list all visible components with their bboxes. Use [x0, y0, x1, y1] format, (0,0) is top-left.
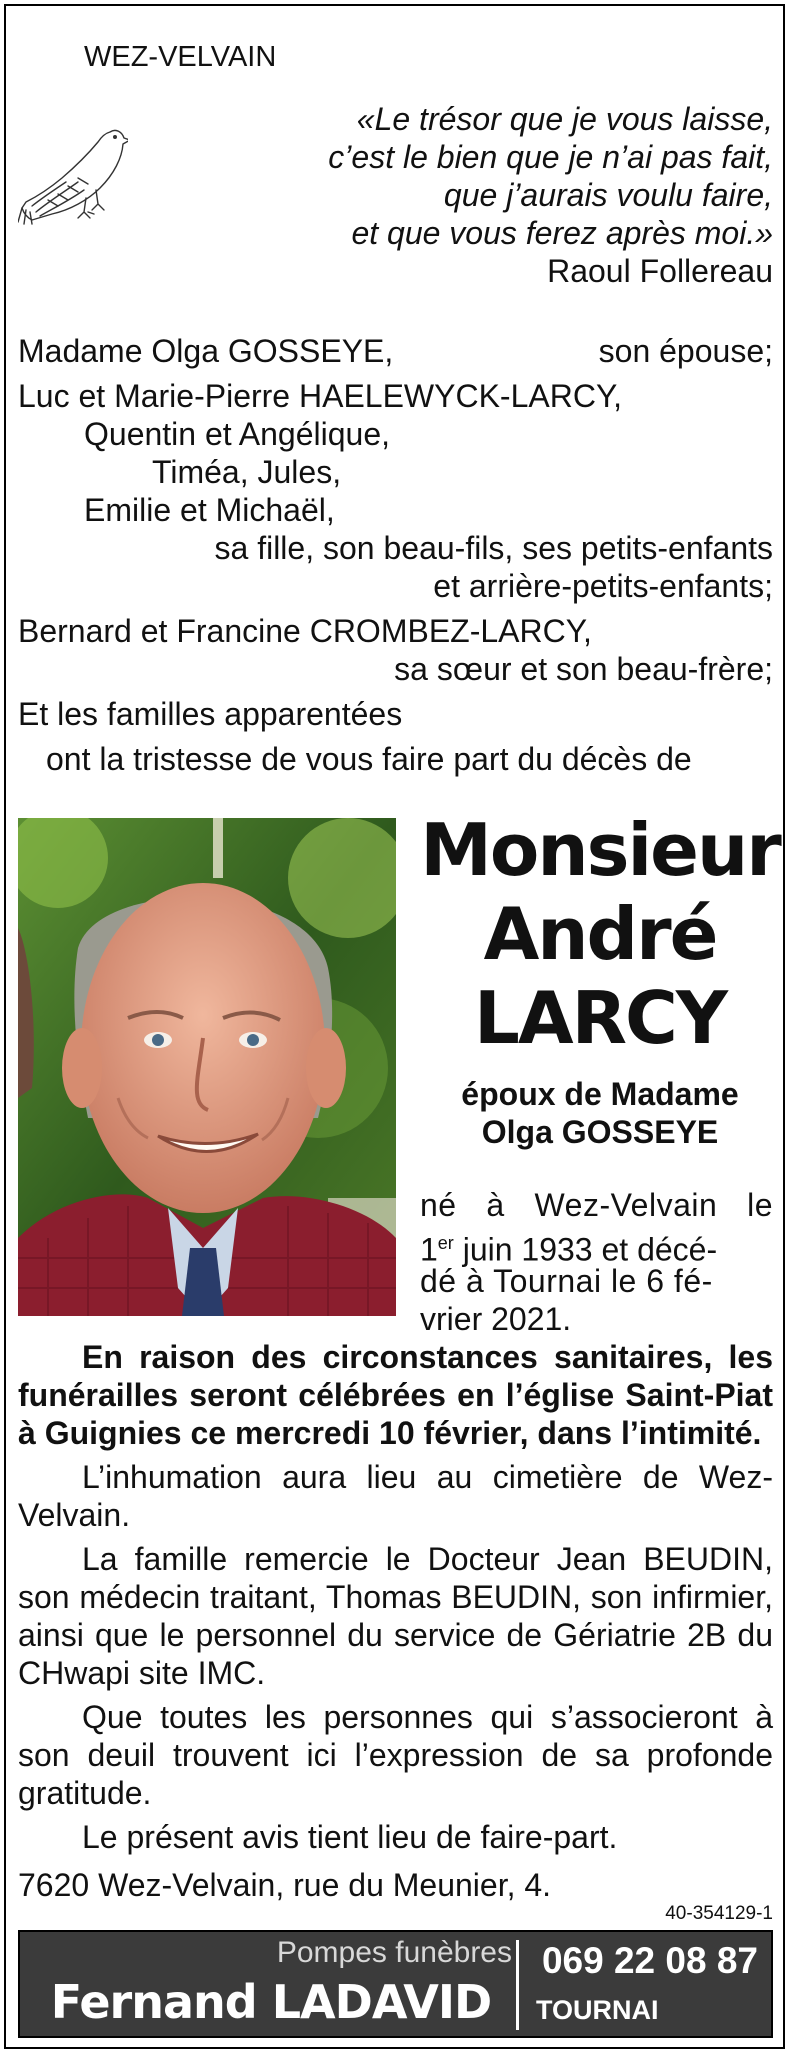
birth-line-3: dé à Tournai le 6 fé-: [420, 1263, 713, 1299]
quote-line-1: «Le trésor que je vous laisse,: [356, 101, 773, 137]
birth-line-2-rest: juin 1933 et décé-: [453, 1231, 718, 1268]
burial-paragraph: [18, 1458, 773, 1534]
sister-name: Bernard et Francine CROMBEZ-LARCY,: [18, 613, 592, 649]
deceased-last-name: LARCY: [473, 976, 727, 1060]
quote-line-2: c’est le bien que je n’ai pas fait,: [328, 139, 773, 175]
notice-paragraph: [18, 1818, 773, 1856]
quote-author: Raoul Follereau: [547, 253, 773, 289]
thanks-text: La famille remercie le Docteur Jean BEUDIN, son médecin traitant, Thomas BEUDIN, son infirmier, ainsi que le personnel du service de Gériatrie 2B du CHwapi site IMC.: [18, 1541, 773, 1691]
other-families: Et les familles apparentées: [18, 696, 403, 732]
grandchild-line-1: Quentin et Angélique,: [84, 416, 391, 452]
thanks-paragraph: [18, 1540, 773, 1692]
announcement: ont la tristesse de vous faire part du décès de: [46, 741, 692, 777]
birth-line-4: vrier 2021.: [420, 1301, 572, 1337]
gratitude-text: Que toutes les personnes qui s’associeront à son deuil trouvent ici l’expression de sa profonde gratitude.: [18, 1699, 773, 1811]
deceased-spouse-line-2: Olga GOSSEYE: [481, 1114, 719, 1150]
phone-number: 069 22 08 87: [541, 1940, 759, 1981]
birth-day-suffix: er: [437, 1233, 454, 1253]
daughter-relation-1: sa fille, son beau-fils, ses petits-enfants: [214, 530, 773, 566]
funeral-text: En raison des circonstances sanitaires, les funérailles seront célébrées en l’église Saint-Piat à Guignies ce mercredi 10 février, dans l’intimité.: [18, 1339, 773, 1451]
funeral-home-banner: [18, 1930, 773, 2038]
grandchild-line-2: Timéa, Jules,: [152, 454, 342, 490]
daughter-name: Luc et Marie-Pierre HAELEWYCK-LARCY,: [18, 378, 623, 414]
deceased-title: Monsieur: [420, 808, 780, 892]
deceased-spouse-line-1: époux de Madame: [461, 1076, 739, 1112]
funeral-paragraph: [18, 1338, 773, 1452]
footer-divider: [516, 1940, 519, 2030]
grandchild-line-3: Emilie et Michaël,: [84, 492, 335, 528]
funeral-home-name: Fernand LADAVID: [50, 1975, 492, 2029]
sister-relation: sa sœur et son beau-frère;: [394, 651, 773, 687]
gratitude-paragraph: [18, 1698, 773, 1812]
address: 7620 Wez-Velvain, rue du Meunier, 4.: [18, 1867, 552, 1903]
quote-line-4: et que vous ferez après moi.»: [351, 215, 773, 251]
location-header: WEZ-VELVAIN: [84, 41, 277, 73]
portrait-photo: [18, 818, 396, 1316]
deceased-first-name: André: [483, 892, 717, 976]
birth-line-1: né à Wez-Velvain le: [420, 1187, 773, 1223]
city-label: TOURNAI: [536, 1995, 659, 2025]
reference-number: 40-354129-1: [665, 1903, 773, 1924]
daughter-relation-2: et arrière-petits-enfants;: [433, 568, 773, 604]
spouse-relation: son épouse;: [598, 333, 773, 369]
quote-line-3: que j’aurais voulu faire,: [443, 177, 773, 213]
birth-day: 1: [420, 1231, 438, 1268]
funeral-service-label: Pompes funèbres: [276, 1936, 512, 1969]
burial-text: L’inhumation aura lieu au cimetière de Wez-Velvain.: [18, 1459, 773, 1533]
notice-text: Le présent avis tient lieu de faire-part.: [82, 1819, 618, 1855]
dove-icon: [18, 118, 128, 226]
spouse-name: Madame Olga GOSSEYE,: [18, 333, 394, 369]
